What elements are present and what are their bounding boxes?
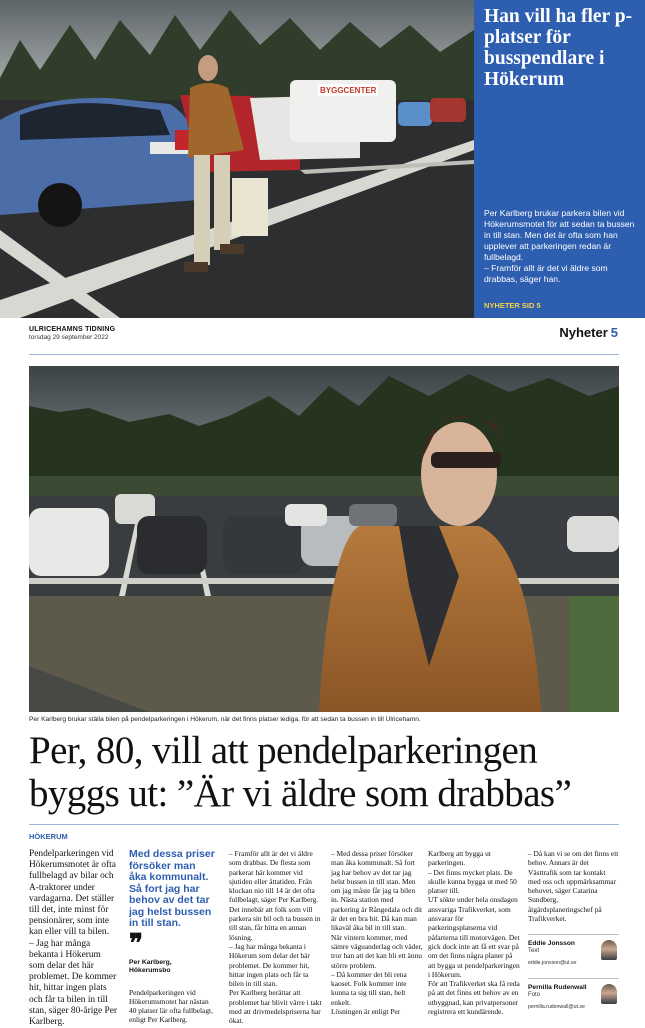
byline-name: Eddie Jonsson (528, 940, 575, 947)
byline-name: Pernilla Rudenwall (528, 984, 587, 991)
lead-paragraph: Pendelparkeringen vid Hökerumsmotet är ofta fullbelagd av bilar och A-traktorer under vardagarna. Det ställer till det, inte minst för pensionärer, som inte kan eller vill ta bilen. (29, 849, 116, 938)
article-column-4 (331, 849, 423, 1016)
byline-email[interactable]: eddie.jonsson@ut.se (528, 960, 577, 966)
teaser-panel (474, 0, 645, 318)
quote-mark-icon: ❞ (129, 928, 143, 958)
teaser-block[interactable] (0, 0, 645, 318)
body-paragraph: Det innebär att folk som vill parkera sin bil och ta bussen in till stan, får hitta en annan lösning. (229, 904, 321, 942)
body-paragraph: UT sökte under hela onsdagen ansvariga Trafikverket, som ansvarar för parkeringsplatserna vid påfarterna till motorvägen. Det gick dock inte att få ett svar på om det finns några planer på att bygga ut pendelparkeringen i Hökerum. (428, 895, 520, 979)
paper-name: ULRICEHAMNS TIDNING (29, 326, 116, 333)
teaser-quote: – Framför allt är det vi äldre som drabbas, säger han. (484, 263, 608, 284)
teaser-body (484, 208, 640, 285)
body-paragraph: För att Trafikverket ska få reda på att det finns ett behov av en utbyggnad, kan privatpersoner registrera ett kundärende. (428, 979, 520, 1017)
teaser-page-reference[interactable]: NYHETER SID 5 (484, 301, 541, 310)
body-paragraph: Karlberg att bygga ut parkeringen. (428, 849, 491, 868)
article-kicker: HÖKERUM (29, 832, 68, 841)
page-number: 5 (610, 325, 618, 340)
body-paragraph: – Jag har många bekanta i Hökerum som delar det här problemet. De kommer hit, hittar ingen plats och får ta bilen in till stan. (229, 941, 310, 989)
teaser-photo-illustration (0, 0, 474, 318)
pullquote: Med dessa priser försöker man åka kommunalt. Så fort jag har behov av det tar jag helst bussen in till stan. (129, 848, 215, 929)
byline-writer (528, 940, 619, 966)
headline-line-1: Per, 80, vill att pendelparkeringen (29, 729, 538, 772)
body-paragraph: Pendelparkeringen vid Hökerumsmotet har nästan 40 platser lär ofta fullbelagt, enligt Per Karlberg. (129, 987, 213, 1025)
main-photo (29, 366, 619, 712)
body-paragraph: – Framför allt är det vi äldre som drabbas. De flesta som parkerar här kommer vid sjutiden eller åttatiden. Från klockan nio till 14 är det ofta fullbelagt, säger Per Karlberg. (229, 849, 319, 905)
teaser-body-text: Per Karlberg brukar parkera bilen vid Hökerumsmotet för att sedan ta bussen in till stan. Men det är ofta som han upplever att parkeringen redan är fullbelagd. (484, 208, 635, 262)
header-divider (29, 354, 619, 355)
byline-photographer (528, 984, 619, 1010)
pullquote-column (129, 849, 215, 1025)
article-column-6 (528, 849, 619, 923)
article-headline (29, 729, 619, 815)
byline-role: Text (528, 948, 540, 954)
body-paragraph: – Då kan vi se om det finns ett behov. Annars är det Västtrafik som tar kontakt med oss och uppmärksammar behovet, säger Catarina Sundberg, åtgärdsplaneringschef på Trafikverket. (528, 849, 619, 924)
van-sign-text: BYGGCENTER (320, 86, 377, 95)
article-column-3 (229, 849, 322, 1026)
lead-paragraph: – Jag har många bekanta i Hökerum som delar det här problemet. De kommer hit, hittar ingen plats och får ta bilen in till stan, säger 80-årige Per Karlberg. (29, 938, 117, 1028)
body-paragraph: Lösningen är enligt Per (331, 1007, 401, 1017)
byline-divider (528, 934, 619, 935)
body-paragraph: Per Karlberg berättar att problemet har blivit värre i takt med att drivmedelspriserna har ökat. (229, 988, 322, 1026)
body-paragraph: När vintern kommer, med sämre väguanderlag och väder, tror han att det kan bli ett ännu större problem. (331, 932, 423, 970)
teaser-headline[interactable]: Han vill ha fler p-platser för busspendlare i Hökerum (484, 6, 633, 90)
byline-avatar (601, 940, 617, 960)
headline-line-2: byggs ut: ”Är vi äldre som drabbas” (29, 772, 572, 815)
byline-email[interactable]: pernilla.rudenwall@ut.se (528, 1004, 585, 1010)
photo-caption: Per Karlberg brukar ställa bilen på pendelparkeringen i Hökerum, när det finns platser lediga, för att sedan ta bussen in till Ulricehamn. (29, 716, 421, 723)
byline-avatar (601, 984, 617, 1004)
article-lead (29, 849, 117, 1028)
masthead (29, 326, 115, 341)
pullquote-author: Per Karlberg, Hökerumsbo (129, 958, 172, 974)
teaser-photo (0, 0, 474, 318)
section-name: Nyheter (559, 325, 608, 340)
article-column-5 (428, 849, 520, 1016)
section-label (559, 325, 618, 340)
body-paragraph: – Då kommer det bli rena kaoset. Folk kommer inte kunna ta sig till stan, helt enkelt. (331, 969, 407, 1007)
body-paragraph: – Med dessa priser försöker man åka kommunalt. Så fort jag har behov av det tar jag helst bussen in till stan. Men om jag måste får jag ta bilen in. Nästa station med parkering är Rångedala och dit är det en bra bit. Då kan man likaväl åka bil in till stan. (331, 849, 423, 933)
byline-role: Foto (528, 992, 541, 998)
issue-date: torsdag 29 september 2022 (29, 334, 109, 341)
byline-divider (528, 978, 619, 979)
headline-divider (29, 824, 619, 825)
main-photo-illustration (29, 366, 619, 712)
body-paragraph: – Det finns mycket plats. De skulle kunna bygga ut med 50 platser till. (428, 867, 517, 896)
